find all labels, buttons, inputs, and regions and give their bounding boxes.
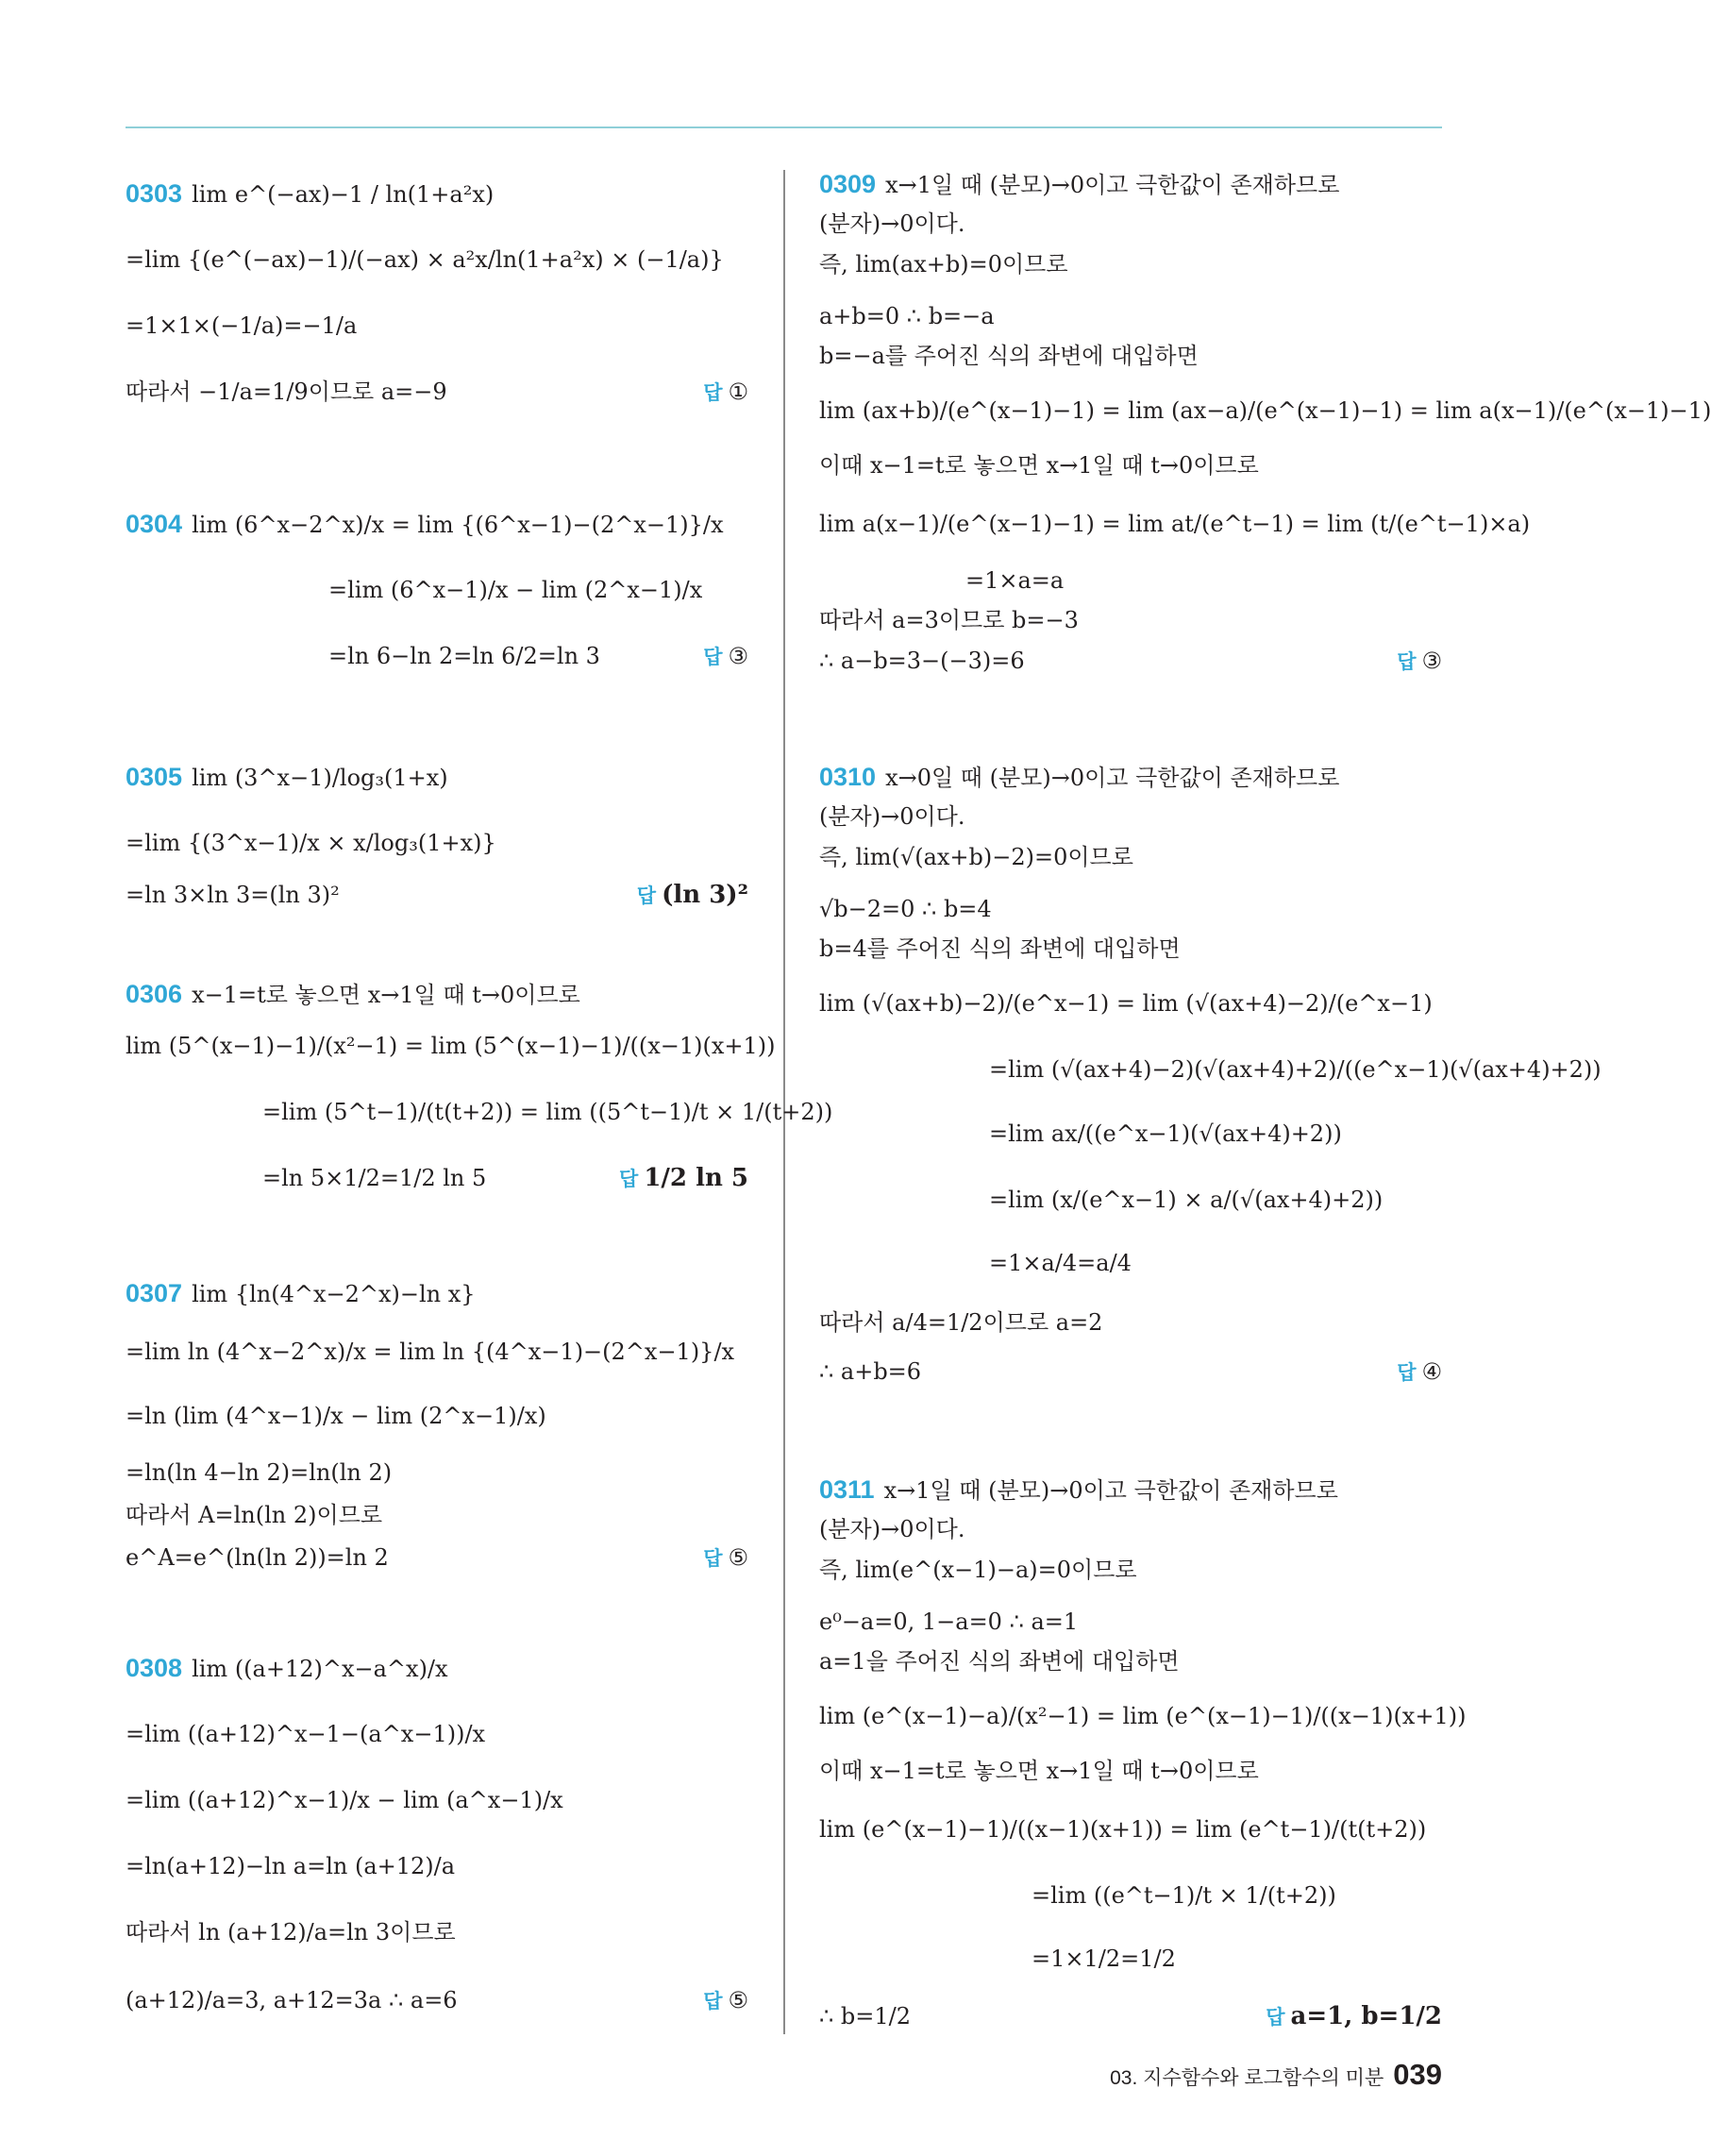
solution-line: (a+12)/a=3, a+12=3a ∴ a=6 xyxy=(126,1987,458,2013)
solution-line: =lim (x/(e^x−1) × a/(√(ax+4)+2)) xyxy=(989,1187,1384,1213)
solution-line: (분자)→0이다. xyxy=(819,803,965,830)
solution-line: =ln (lim (4^x−1)/x − lim (2^x−1)/x) xyxy=(126,1403,546,1429)
solution-line: b=4를 주어진 식의 좌변에 대입하면 xyxy=(819,935,1181,962)
solution-line: (분자)→0이다. xyxy=(819,211,965,237)
solution-line: =1×1/2=1/2 xyxy=(1032,1945,1176,1972)
answer: 답 ③ xyxy=(1397,648,1442,674)
solution-line: lim ((a+12)^x−a^x)/x xyxy=(192,1656,448,1682)
solution-line: 따라서 a=3이므로 b=−3 xyxy=(819,607,1079,633)
solution-line: a=1을 주어진 식의 좌변에 대입하면 xyxy=(819,1648,1180,1675)
solution-line: lim (ax+b)/(e^(x−1)−1) = lim (ax−a)/(e^(x−1)−1) = lim a(x−1)/(e^(x−1)−1) xyxy=(819,397,1711,424)
problem-number: 0311 xyxy=(819,1475,875,1504)
solution-line: =lim ((a+12)^x−1−(a^x−1))/x xyxy=(126,1721,486,1747)
solution-line: e⁰−a=0, 1−a=0 ∴ a=1 xyxy=(819,1609,1079,1635)
solution-line: lim a(x−1)/(e^(x−1)−1) = lim at/(e^t−1) = lim (t/(e^t−1)×a) xyxy=(819,511,1531,537)
solution-line: =ln(ln 4−ln 2)=ln(ln 2) xyxy=(126,1459,393,1486)
solution-line: lim e^(−ax)−1 / ln(1+a²x) xyxy=(192,181,495,208)
header-rule xyxy=(126,126,1442,128)
solution-line: x→0일 때 (분모)→0이고 극한값이 존재하므로 xyxy=(885,765,1340,791)
solution-line: 따라서 a/4=1/2이므로 a=2 xyxy=(819,1309,1103,1336)
solution-line: x→1일 때 (분모)→0이고 극한값이 존재하므로 xyxy=(883,1477,1338,1504)
solution-line: x−1=t로 놓으면 x→1일 때 t→0이므로 xyxy=(192,982,580,1008)
answer: 답 ⑤ xyxy=(703,1987,748,2013)
solution-line: (분자)→0이다. xyxy=(819,1516,965,1542)
solution-line: 따라서 −1/a=1/9이므로 a=−9 xyxy=(126,379,447,405)
solution-line: =ln 6−ln 2=ln 6/2=ln 3 xyxy=(328,643,600,669)
solution-line: =1×a=a xyxy=(965,567,1065,594)
solution-line: 즉, lim(ax+b)=0이므로 xyxy=(819,251,1068,278)
solution-line: =lim {(e^(−ax)−1)/(−ax) × a²x/ln(1+a²x) × (−1/a)} xyxy=(126,246,724,273)
solution-line: 따라서 ln (a+12)/a=ln 3이므로 xyxy=(126,1919,456,1945)
solution-line: lim (3^x−1)/log₃(1+x) xyxy=(192,765,448,791)
solution-line: b=−a를 주어진 식의 좌변에 대입하면 xyxy=(819,343,1199,369)
problem-number: 0303 xyxy=(126,179,183,208)
solution-line: ∴ a−b=3−(−3)=6 xyxy=(819,648,1025,674)
solution-line: 따라서 A=ln(ln 2)이므로 xyxy=(126,1502,383,1528)
problem-number: 0308 xyxy=(126,1654,183,1682)
solution-line: √b−2=0 ∴ b=4 xyxy=(819,896,992,922)
problem-number: 0310 xyxy=(819,763,877,791)
answer: 답 ① xyxy=(703,379,748,405)
solution-line: =lim {(3^x−1)/x × x/log₃(1+x)} xyxy=(126,830,496,856)
problem-number: 0309 xyxy=(819,170,877,198)
chapter-title: 03. 지수함수와 로그함수의 미분 xyxy=(1110,2067,1384,2089)
solution-line: =ln 3×ln 3=(ln 3)² xyxy=(126,882,340,908)
solution-line: 이때 x−1=t로 놓으면 x→1일 때 t→0이므로 xyxy=(819,1758,1259,1784)
solution-line: lim (6^x−2^x)/x = lim {(6^x−1)−(2^x−1)}/x xyxy=(192,512,724,538)
solution-line: ∴ a+b=6 xyxy=(819,1358,922,1385)
solution-line: =1×1×(−1/a)=−1/a xyxy=(126,312,358,339)
solution-line: e^A=e^(ln(ln 2))=ln 2 xyxy=(126,1544,389,1571)
problem-number: 0305 xyxy=(126,763,183,791)
answer: 답 ⑤ xyxy=(703,1544,748,1571)
solution-line: =ln 5×1/2=1/2 ln 5 xyxy=(262,1165,487,1191)
problem-number: 0304 xyxy=(126,510,183,538)
solution-line: =1×a/4=a/4 xyxy=(989,1250,1132,1276)
solution-line: 즉, lim(e^(x−1)−a)=0이므로 xyxy=(819,1557,1137,1583)
solution-line: a+b=0 ∴ b=−a xyxy=(819,303,995,329)
answer: 답 ④ xyxy=(1397,1358,1442,1385)
problem-number: 0307 xyxy=(126,1279,183,1307)
solution-line: lim (√(ax+b)−2)/(e^x−1) = lim (√(ax+4)−2)/(e^x−1) xyxy=(819,990,1433,1017)
solution-line: lim {ln(4^x−2^x)−ln x} xyxy=(192,1281,476,1307)
problem-number: 0306 xyxy=(126,980,183,1008)
solution-line: =lim (√(ax+4)−2)(√(ax+4)+2)/((e^x−1)(√(ax+4)+2)) xyxy=(989,1056,1602,1083)
solution-line: =ln(a+12)−ln a=ln (a+12)/a xyxy=(126,1853,456,1879)
solution-line: 즉, lim(√(ax+b)−2)=0이므로 xyxy=(819,844,1133,870)
answer: 답 (ln 3)² xyxy=(636,881,748,909)
answer: 답 ③ xyxy=(703,643,748,669)
solution-line: =lim (5^t−1)/(t(t+2)) = lim ((5^t−1)/t × 1/(t+2)) xyxy=(262,1099,833,1125)
solution-line: lim (e^(x−1)−a)/(x²−1) = lim (e^(x−1)−1)/((x−1)(x+1)) xyxy=(819,1703,1467,1729)
page-footer xyxy=(1110,2058,1442,2092)
solution-line: x→1일 때 (분모)→0이고 극한값이 존재하므로 xyxy=(885,172,1340,198)
solution-line: =lim ln (4^x−2^x)/x = lim ln {(4^x−1)−(2^x−1)}/x xyxy=(126,1339,735,1365)
solution-line: 이때 x−1=t로 놓으면 x→1일 때 t→0이므로 xyxy=(819,452,1259,479)
solution-line: lim (5^(x−1)−1)/(x²−1) = lim (5^(x−1)−1)/((x−1)(x+1)) xyxy=(126,1033,776,1059)
answer: 답 1/2 ln 5 xyxy=(619,1164,748,1192)
answer: 답 a=1, b=1/2 xyxy=(1266,2002,1442,2030)
solution-line: lim (e^(x−1)−1)/((x−1)(x+1)) = lim (e^t−1)/(t(t+2)) xyxy=(819,1816,1427,1843)
solution-line: =lim ((e^t−1)/t × 1/(t+2)) xyxy=(1032,1882,1336,1909)
solution-line: =lim ax/((e^x−1)(√(ax+4)+2)) xyxy=(989,1120,1342,1147)
solution-line: =lim ((a+12)^x−1)/x − lim (a^x−1)/x xyxy=(126,1787,563,1813)
solution-line: =lim (6^x−1)/x − lim (2^x−1)/x xyxy=(328,577,703,603)
page-number: 039 xyxy=(1393,2058,1442,2091)
solution-line: ∴ b=1/2 xyxy=(819,2003,911,2030)
